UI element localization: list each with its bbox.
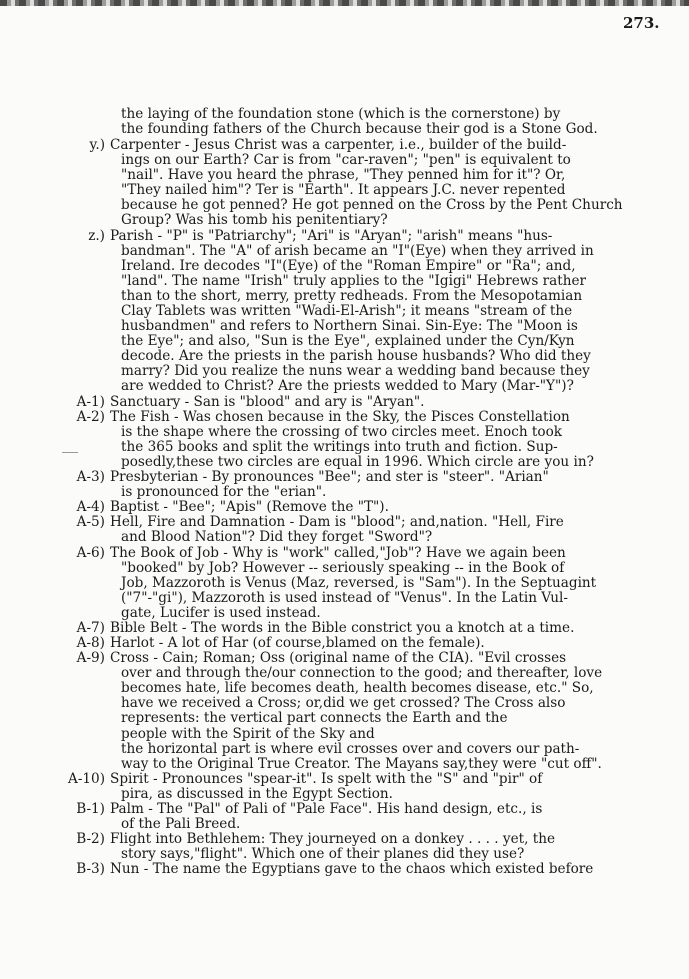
page-number: 273. bbox=[623, 14, 660, 32]
entry-label: B-2) bbox=[76, 831, 105, 847]
line-text: Flight into Bethlehem: They journeyed on a donkey . . . . yet, the bbox=[110, 831, 556, 847]
line-text: is pronounced for the "erian". bbox=[121, 484, 327, 500]
line-text: The Book of Job - Why is "work" called,"Job"? Have we again been bbox=[110, 545, 566, 561]
line-text: decode. Are the priests in the parish house husbands? Who did they bbox=[121, 348, 591, 364]
text-line bbox=[121, 681, 594, 696]
line-text: than to the short, merry, pretty redheads. From the Mesopotamian bbox=[121, 288, 583, 304]
line-text: ings on our Earth? Car is from "car-raven"; "pen" is equivalent to bbox=[121, 152, 571, 168]
text-line bbox=[121, 576, 596, 591]
line-text: Palm - The "Pal" of Pali of "Pale Face". His hand design, etc., is bbox=[110, 801, 543, 817]
line-text: Presbyterian - By pronounces "Bee"; and ster is "steer". "Arian" bbox=[110, 469, 549, 485]
text-line bbox=[121, 696, 565, 711]
line-text: are wedded to Christ? Are the priests wedded to Mary (Mar-"Y")? bbox=[121, 378, 574, 394]
entry-label: B-3) bbox=[76, 861, 105, 877]
text-line bbox=[121, 847, 524, 862]
line-text: posedly,these two circles are equal in 1996. Which circle are you in? bbox=[121, 454, 594, 470]
entry-label: A-4) bbox=[76, 499, 105, 515]
line-text: "nail". Have you heard the phrase, "They penned him for it"? Or, bbox=[121, 167, 566, 183]
line-text: because he got penned? He got penned on the Cross by the Pent Church bbox=[121, 197, 623, 213]
entry-line bbox=[68, 832, 555, 847]
text-line bbox=[121, 606, 321, 621]
line-text: "booked" by Job? However -- seriously speaking -- in the Book of bbox=[121, 560, 565, 576]
line-text: is the shape where the crossing of two circles meet. Enoch took bbox=[121, 424, 562, 440]
entry-label: A-2) bbox=[76, 409, 105, 425]
entry-label: A-9) bbox=[76, 650, 105, 666]
line-text: way to the Original True Creator. The Mayans say,they were "cut off". bbox=[121, 756, 602, 772]
text-line bbox=[121, 817, 240, 832]
line-text: husbandmen" and refers to Northern Sinai. Sin-Eye: The "Moon is bbox=[121, 318, 578, 334]
text-line bbox=[121, 530, 432, 545]
scan-mark bbox=[62, 452, 78, 453]
text-line bbox=[121, 561, 564, 576]
line-text: Ireland. Ire decodes "I"(Eye) of the "Roman Empire" or "Ra"; and, bbox=[121, 258, 576, 274]
line-text: the Eye"; and also, "Sun is the Eye", explained under the Cyn/Kyn bbox=[121, 333, 575, 349]
line-text: Parish - "P" is "Patriarchy"; "Ari" is "Aryan"; "arish" means "hus- bbox=[110, 228, 553, 244]
text-line bbox=[121, 591, 568, 606]
text-line bbox=[121, 757, 602, 772]
line-text: gate, Lucifer is used instead. bbox=[121, 605, 321, 621]
entry-line bbox=[68, 229, 552, 244]
line-text: pira, as discussed in the Egypt Section. bbox=[121, 786, 393, 802]
line-text: the founding fathers of the Church because their god is a Stone God. bbox=[121, 121, 598, 137]
text-line bbox=[121, 425, 562, 440]
line-text: "land". The name "Irish" truly applies to the "Igigi" Hebrews rather bbox=[121, 273, 587, 289]
entry-line bbox=[68, 546, 566, 561]
text-line bbox=[121, 742, 579, 757]
text-line bbox=[121, 198, 623, 213]
text-line bbox=[121, 364, 590, 379]
entry-line bbox=[68, 772, 542, 787]
text-line bbox=[121, 787, 393, 802]
text-line bbox=[121, 107, 560, 122]
text-line bbox=[121, 244, 594, 259]
line-text: of the Pali Breed. bbox=[121, 816, 241, 832]
line-text: the laying of the foundation stone (which is the cornerstone) by bbox=[121, 106, 561, 122]
entry-label: B-1) bbox=[76, 801, 105, 817]
entry-line bbox=[68, 500, 389, 515]
text-line bbox=[121, 259, 576, 274]
line-text: Group? Was his tomb his penitentiary? bbox=[121, 212, 388, 228]
text-line bbox=[121, 711, 508, 726]
text-line bbox=[121, 183, 565, 198]
entry-line bbox=[68, 862, 593, 877]
text-line bbox=[121, 304, 572, 319]
line-text: Job, Mazzoroth is Venus (Maz, reversed, is "Sam"). In the Septuagint bbox=[121, 575, 597, 591]
entry-label: z.) bbox=[88, 228, 105, 244]
text-line bbox=[121, 485, 326, 500]
line-text: and Blood Nation"? Did they forget "Sword"? bbox=[121, 529, 433, 545]
text-line bbox=[121, 666, 602, 681]
line-text: "They nailed him"? Ter is "Earth". It appears J.C. never repented bbox=[121, 182, 566, 198]
text-line bbox=[121, 213, 388, 228]
entry-line bbox=[68, 410, 570, 425]
line-text: people with the Spirit of the Sky and bbox=[121, 726, 375, 742]
text-line bbox=[121, 727, 375, 742]
entry-line bbox=[68, 621, 574, 636]
line-text: Carpenter - Jesus Christ was a carpenter, i.e., builder of the build- bbox=[110, 137, 567, 153]
entry-label: y.) bbox=[89, 137, 105, 153]
text-line bbox=[121, 168, 565, 183]
line-text: Cross - Cain; Roman; Oss (original name of the CIA). "Evil crosses bbox=[110, 650, 567, 666]
line-text: The Fish - Was chosen because in the Sky, the Pisces Constellation bbox=[110, 409, 570, 425]
line-text: Bible Belt - The words in the Bible constrict you a knotch at a time. bbox=[110, 620, 575, 636]
line-text: over and through the/our connection to the good; and thereafter, love bbox=[121, 665, 603, 681]
entry-line bbox=[68, 515, 564, 530]
line-text: have we received a Cross; or,did we get crossed? The Cross also bbox=[121, 695, 566, 711]
entry-label: A-1) bbox=[76, 394, 105, 410]
entry-line bbox=[68, 395, 424, 410]
line-text: Clay Tablets was written "Wadi-El-Arish"; it means "stream of the bbox=[121, 303, 573, 319]
line-text: ("7"-"gi"), Mazzoroth is used instead of "Venus". In the Latin Vul- bbox=[121, 590, 568, 606]
text-line bbox=[121, 319, 578, 334]
line-text: Hell, Fire and Damnation - Dam is "blood"; and,nation. "Hell, Fire bbox=[110, 514, 564, 530]
line-text: Nun - The name the Egyptians gave to the chaos which existed before bbox=[110, 861, 594, 877]
text-line bbox=[121, 379, 574, 394]
text-line bbox=[121, 349, 591, 364]
line-text: represents: the vertical part connects the Earth and the bbox=[121, 710, 508, 726]
entry-label: A-5) bbox=[76, 514, 105, 530]
text-line bbox=[121, 289, 582, 304]
line-text: the horizontal part is where evil crosses over and covers our path- bbox=[121, 741, 580, 757]
line-text: Harlot - A lot of Har (of course,blamed on the female). bbox=[110, 635, 485, 651]
entry-line bbox=[68, 651, 566, 666]
line-text: Sanctuary - San is "blood" and ary is "Aryan". bbox=[110, 394, 425, 410]
line-text: bandman". The "A" of arish became an "I"(Eye) when they arrived in bbox=[121, 243, 594, 259]
text-line bbox=[121, 440, 558, 455]
entry-line bbox=[68, 636, 485, 651]
line-text: marry? Did you realize the nuns wear a wedding band because they bbox=[121, 363, 590, 379]
line-text: Baptist - "Bee"; "Apis" (Remove the "T"). bbox=[110, 499, 389, 515]
entry-line bbox=[68, 138, 566, 153]
line-text: becomes hate, life becomes death, health becomes disease, etc." So, bbox=[121, 680, 594, 696]
entry-label: A-7) bbox=[76, 620, 105, 636]
text-line bbox=[121, 122, 598, 137]
text-line bbox=[121, 455, 594, 470]
entry-line bbox=[68, 470, 549, 485]
entry-label: A-10) bbox=[68, 771, 106, 787]
text-line bbox=[121, 153, 571, 168]
line-text: Spirit - Pronounces "spear-it". Is spelt with the "S" and "pir" of bbox=[110, 771, 543, 787]
line-text: story says,"flight". Which one of their planes did they use? bbox=[121, 846, 525, 862]
entry-label: A-3) bbox=[76, 469, 105, 485]
text-line bbox=[121, 274, 586, 289]
entry-label: A-8) bbox=[76, 635, 105, 651]
entry-label: A-6) bbox=[76, 545, 105, 561]
entry-line bbox=[68, 802, 542, 817]
text-line bbox=[121, 334, 575, 349]
line-text: the 365 books and split the writings into truth and fiction. Sup- bbox=[121, 439, 558, 455]
scan-top-edge bbox=[0, 0, 689, 6]
